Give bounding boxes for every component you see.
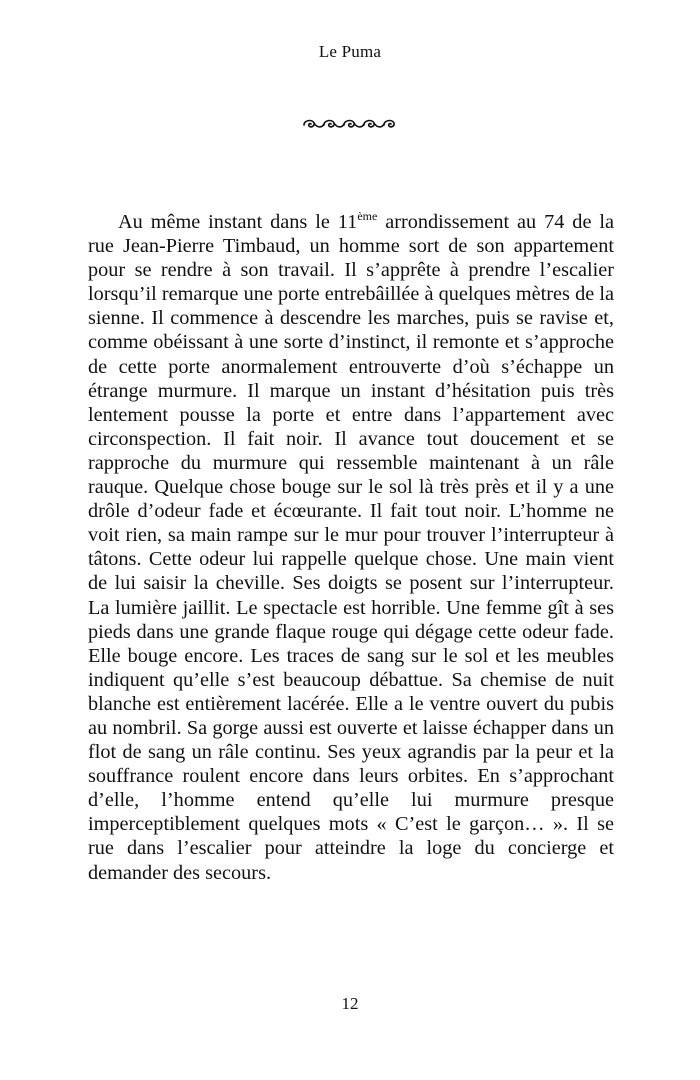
ordinal-superscript: ème xyxy=(357,209,378,223)
page-number: 12 xyxy=(341,994,359,1013)
running-head: Le Puma xyxy=(318,42,382,61)
floral-scroll-ornament-icon xyxy=(0,116,700,136)
body-paragraph xyxy=(88,210,614,885)
ornament-graphic xyxy=(300,116,400,132)
paragraph-text-rest: arrondissement au 74 de la rue Jean-Pierre Timbaud, un homme sort de son appartement pour se rendre à son travail. Il s’apprête à prendre l’escalier lorsqu’il remarque une porte entrebâillée à quelques mètres de la sienne. Il commence à descendre les marches, puis se ravise et, comme obéissant à une sorte d’instinct, il remonte et s’approche de cette porte anormalement entrouverte d’où s’échappe un étrange murmure. Il marque un instant d’hésitation puis très lentement pousse la porte et entre dans l’appartement avec circonspection. Il fait noir. Il avance tout doucement et se rapproche du murmure qui ressemble maintenant à un râle rauque. Quelque chose bouge sur le sol là très près et il y a une drôle d’odeur fade et écœurante. Il fait tout noir. L’homme ne voit rien, sa main rampe sur le mur pour trouver l’interrupteur à tâtons. Cette odeur lui rappelle quelque chose. Une main vient de lui saisir la cheville. Ses doigts se posent sur l’interrupteur. La lumière jaillit. Le spectacle est horrible. Une femme gît à ses pieds dans une grande flaque rouge qui dégage cette odeur fade. Elle bouge encore. Les traces de sang sur le sol et les meubles indiquent qu’elle s’est beaucoup débattue. Sa chemise de nuit blanche est entièrement lacérée. Elle a le ventre ouvert du pubis au nombril. Sa gorge aussi est ouverte et laisse échapper dans un flot de sang un râle continu. Ses yeux agrandis par la peur et la souffrance roulent encore dans leurs orbites. En s’approchant d’elle, l’homme entend qu’elle lui murmure presque imperceptiblement quelques mots « C’est le garçon… ». Il se rue dans l’escalier pour atteindre la loge du concierge et demander des secours. xyxy=(88,211,614,884)
paragraph-text-start: Au même instant dans le 11 xyxy=(118,211,358,233)
